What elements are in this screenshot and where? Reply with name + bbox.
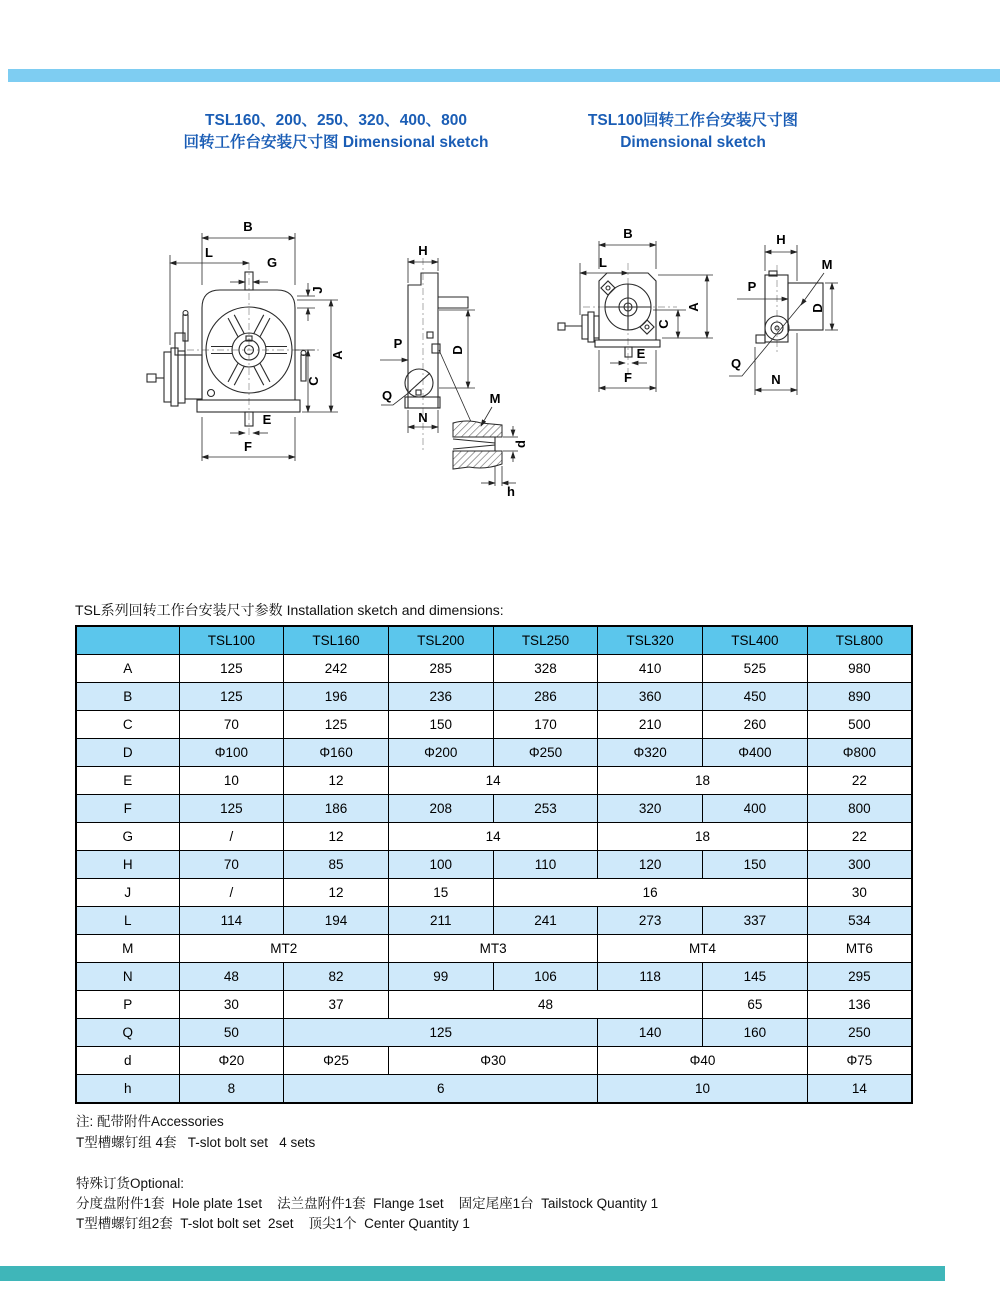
table-cell: 300 (807, 851, 912, 879)
row-label: C (76, 711, 179, 739)
table-row (76, 683, 912, 711)
dim-label-L: L (205, 245, 213, 260)
dim-label-M: M (821, 257, 833, 272)
table-row (76, 795, 912, 823)
table-cell: 208 (388, 795, 493, 823)
heading-left (136, 110, 536, 154)
table-cell: Φ250 (493, 739, 598, 767)
row-label: D (76, 739, 179, 767)
dim-label-E: E (636, 346, 646, 361)
table-cell: Φ100 (179, 739, 284, 767)
dim-label-H: H (776, 232, 786, 247)
table-cell: Φ20 (179, 1047, 284, 1075)
dim-label-Q: Q (730, 356, 742, 371)
table-header-row (76, 626, 912, 655)
row-label: d (76, 1047, 179, 1075)
bottom-accent-bar (0, 1266, 945, 1281)
table-cell: 48 (179, 963, 284, 991)
table-cell: 50 (179, 1019, 284, 1047)
dimensions-table (75, 625, 913, 1104)
table-cell: 450 (703, 683, 808, 711)
table-cell: 534 (807, 907, 912, 935)
table-cell: 400 (703, 795, 808, 823)
table-cell: 170 (493, 711, 598, 739)
row-label: Q (76, 1019, 179, 1047)
table-row (76, 991, 912, 1019)
row-label: B (76, 683, 179, 711)
table-cell: 360 (598, 683, 703, 711)
table-row (76, 739, 912, 767)
table-row (76, 1019, 912, 1047)
heading-left-line1: TSL160、200、250、320、400、800 (205, 112, 467, 129)
heading-left-line2: 回转工作台安装尺寸图 Dimensional sketch (183, 134, 489, 151)
table-cell: 320 (598, 795, 703, 823)
row-label: P (76, 991, 179, 1019)
table-cell: 186 (284, 795, 389, 823)
column-header: TSL320 (598, 626, 703, 655)
table-cell: 14 (388, 823, 597, 851)
dim-label-F: F (244, 439, 252, 454)
table-cell: 525 (703, 655, 808, 683)
dim-label-C: C (656, 319, 671, 329)
table-cell: 242 (284, 655, 389, 683)
table-cell: 65 (703, 991, 808, 1019)
note-optional-line2: T型槽螺钉组2套 T-slot bolt set 2set 顶尖1个 Center Quantity 1 (76, 1216, 470, 1231)
drawing-side-view-tsl100 (725, 225, 905, 415)
dim-label-J: J (310, 286, 325, 294)
note-accessories-title: 注: 配带附件Accessories (76, 1114, 224, 1129)
dim-label-N: N (418, 410, 428, 425)
dim-label-A: A (686, 302, 701, 312)
table-cell: 150 (703, 851, 808, 879)
table-cell: 236 (388, 683, 493, 711)
column-header: TSL800 (807, 626, 912, 655)
table-cell: 48 (388, 991, 702, 1019)
table-cell: 250 (807, 1019, 912, 1047)
table-cell: MT4 (598, 935, 807, 963)
table-row (76, 711, 912, 739)
dim-label-L: L (599, 255, 607, 270)
table-cell: 890 (807, 683, 912, 711)
table-row (76, 767, 912, 795)
dim-label-D: D (450, 345, 465, 355)
table-cell: 18 (598, 823, 807, 851)
drawing-side-view-tsl160-800 (375, 240, 545, 500)
table-cell: 99 (388, 963, 493, 991)
table-cell: 82 (284, 963, 389, 991)
note-accessories-item: T型槽螺钉组 4套 T-slot bolt set 4 sets (76, 1135, 316, 1150)
table-cell: 295 (807, 963, 912, 991)
table-cell: 196 (284, 683, 389, 711)
table-row (76, 655, 912, 683)
table-cell: 70 (179, 711, 284, 739)
table-cell: / (179, 879, 284, 907)
table-cell: 500 (807, 711, 912, 739)
table-cell: MT3 (388, 935, 597, 963)
table-row (76, 1075, 912, 1104)
top-accent-bar (8, 69, 1000, 82)
table-cell: MT2 (179, 935, 388, 963)
table-cell: 337 (703, 907, 808, 935)
dim-label-d: d (513, 440, 528, 448)
row-label: M (76, 935, 179, 963)
table-cell: Φ800 (807, 739, 912, 767)
table-cell: 125 (284, 711, 389, 739)
row-label: H (76, 851, 179, 879)
table-cell: 145 (703, 963, 808, 991)
dim-label-Q: Q (381, 388, 393, 403)
table-cell: 241 (493, 907, 598, 935)
column-header: TSL160 (284, 626, 389, 655)
table-row (76, 935, 912, 963)
table-cell: 194 (284, 907, 389, 935)
table-cell: Φ30 (388, 1047, 597, 1075)
table-cell: 260 (703, 711, 808, 739)
table-row (76, 879, 912, 907)
table-cell: 22 (807, 767, 912, 795)
dim-label-B: B (243, 219, 253, 234)
table-cell: 273 (598, 907, 703, 935)
dim-label-P: P (393, 336, 403, 351)
table-cell: 328 (493, 655, 598, 683)
dim-label-h: h (507, 484, 515, 499)
heading-right-line2: Dimensional sketch (620, 134, 766, 151)
table-cell: 100 (388, 851, 493, 879)
table-cell: 140 (598, 1019, 703, 1047)
table-cell: 10 (598, 1075, 807, 1104)
table-cell: 210 (598, 711, 703, 739)
table-row (76, 1047, 912, 1075)
table-cell: 160 (703, 1019, 808, 1047)
table-row (76, 963, 912, 991)
table-cell: / (179, 823, 284, 851)
heading-right (543, 110, 843, 154)
table-cell: 150 (388, 711, 493, 739)
row-label: N (76, 963, 179, 991)
row-label: G (76, 823, 179, 851)
row-label: A (76, 655, 179, 683)
row-label: h (76, 1075, 179, 1104)
table-cell: 106 (493, 963, 598, 991)
table-cell: 114 (179, 907, 284, 935)
table-cell: 15 (388, 879, 493, 907)
table-cell: 125 (284, 1019, 598, 1047)
table-cell: 14 (807, 1075, 912, 1104)
table-cell: 30 (179, 991, 284, 1019)
dim-label-E: E (262, 412, 272, 427)
table-cell: 8 (179, 1075, 284, 1104)
dim-label-P: P (747, 279, 757, 294)
table-cell: 18 (598, 767, 807, 795)
table-cell: 37 (284, 991, 389, 1019)
table-cell: 22 (807, 823, 912, 851)
table-cell: 800 (807, 795, 912, 823)
table-cell: Φ25 (284, 1047, 389, 1075)
table-cell: 211 (388, 907, 493, 935)
table-row (76, 907, 912, 935)
table-cell: 118 (598, 963, 703, 991)
table-cell: 125 (179, 683, 284, 711)
row-label: E (76, 767, 179, 795)
column-header (76, 626, 179, 655)
dim-label-H: H (418, 243, 428, 258)
table-cell: 120 (598, 851, 703, 879)
dim-label-D: D (810, 303, 825, 313)
row-label: F (76, 795, 179, 823)
drawing-front-view-tsl160-800 (145, 205, 365, 485)
table-cell: 12 (284, 767, 389, 795)
table-cell: Φ75 (807, 1047, 912, 1075)
table-cell: Φ40 (598, 1047, 807, 1075)
dim-label-N: N (771, 372, 781, 387)
dim-label-G: G (266, 255, 278, 270)
row-label: J (76, 879, 179, 907)
dim-label-F: F (624, 370, 632, 385)
table-cell: 285 (388, 655, 493, 683)
dim-label-M: M (489, 391, 501, 406)
table-cell: 410 (598, 655, 703, 683)
dim-label-B: B (623, 226, 633, 241)
dim-label-A: A (330, 350, 345, 360)
table-cell: Φ400 (703, 739, 808, 767)
dim-label-C: C (306, 376, 321, 386)
table-cell: 110 (493, 851, 598, 879)
table-cell: 16 (493, 879, 807, 907)
table-cell: 14 (388, 767, 597, 795)
table-cell: 30 (807, 879, 912, 907)
table-row (76, 851, 912, 879)
handwheel-side (147, 333, 202, 406)
table-cell: MT6 (807, 935, 912, 963)
table-cell: 10 (179, 767, 284, 795)
column-header: TSL200 (388, 626, 493, 655)
column-header: TSL400 (703, 626, 808, 655)
table-cell: Φ160 (284, 739, 389, 767)
table-row (76, 823, 912, 851)
note-optional-title: 特殊订货Optional: (76, 1176, 185, 1191)
table-cell: 6 (284, 1075, 598, 1104)
table-cell: 85 (284, 851, 389, 879)
table-cell: 253 (493, 795, 598, 823)
table-cell: 980 (807, 655, 912, 683)
table-cell: 286 (493, 683, 598, 711)
table-cell: Φ200 (388, 739, 493, 767)
table-cell: 125 (179, 795, 284, 823)
table-cell: 70 (179, 851, 284, 879)
table-cell: 12 (284, 823, 389, 851)
heading-right-line1: TSL100回转工作台安装尺寸图 (587, 112, 799, 129)
handwheel-side (558, 312, 599, 342)
table-title: TSL系列回转工作台安装尺寸参数 Installation sketch and dimensions: (75, 602, 504, 618)
table-cell: Φ320 (598, 739, 703, 767)
table-cell: 136 (807, 991, 912, 1019)
row-label: L (76, 907, 179, 935)
column-header: TSL100 (179, 626, 284, 655)
column-header: TSL250 (493, 626, 598, 655)
table-cell: 125 (179, 655, 284, 683)
note-optional-line1: 分度盘附件1套 Hole plate 1set 法兰盘附件1套 Flange 1set 固定尾座1台 Tailstock Quantity 1 (76, 1196, 659, 1211)
table-cell: 12 (284, 879, 389, 907)
